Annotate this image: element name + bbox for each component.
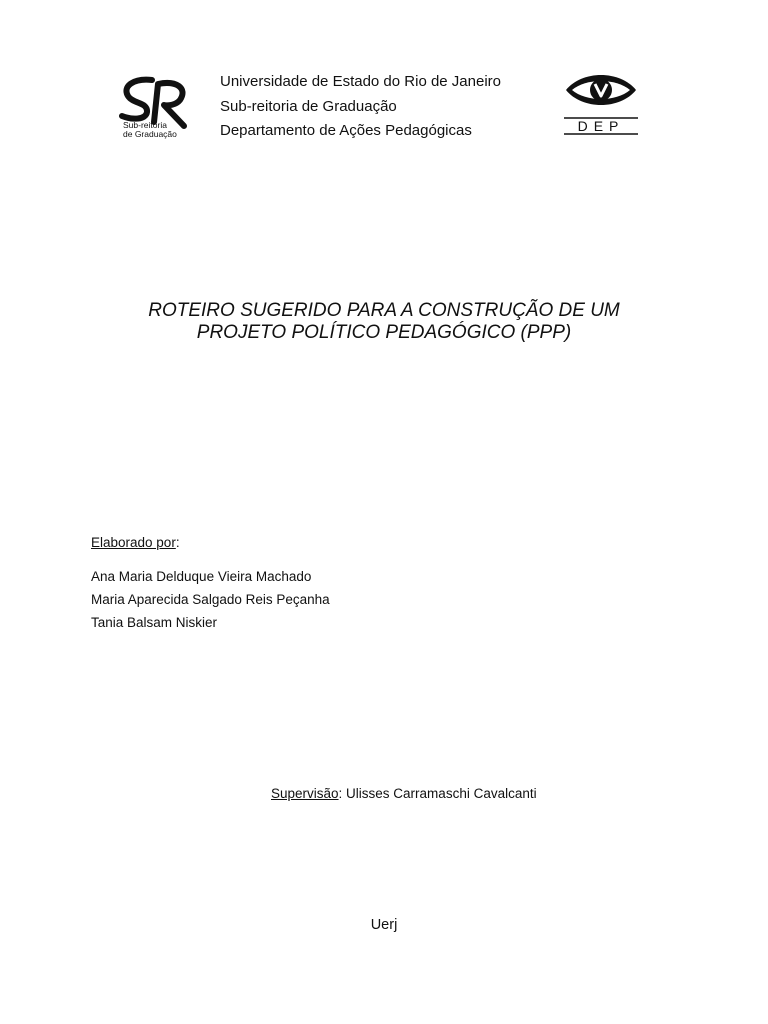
supervision-line bbox=[271, 786, 537, 801]
svg-text:de Graduação: de Graduação bbox=[123, 129, 177, 139]
svg-text:DEP: DEP bbox=[577, 118, 625, 134]
author-name: Ana Maria Delduque Vieira Machado bbox=[91, 569, 312, 584]
authors-label-colon: : bbox=[175, 535, 180, 550]
university-name: Universidade de Estado do Rio de Janeiro bbox=[220, 73, 502, 90]
institution-header bbox=[220, 70, 501, 144]
author-name: Tania Balsam Niskier bbox=[91, 615, 218, 630]
department-name: Departamento de Ações Pedagógicas bbox=[220, 122, 472, 139]
supervision-label: Supervisão bbox=[271, 786, 339, 801]
svg-text:Sub-reitoria: Sub-reitoria bbox=[123, 120, 167, 130]
title-line-1: ROTEIRO SUGERIDO PARA A CONSTRUÇÃO DE UM bbox=[148, 300, 620, 321]
authors-label: Elaborado por bbox=[91, 535, 176, 550]
title-line-2: PROJETO POLÍTICO PEDAGÓGICO (PPP) bbox=[196, 322, 572, 343]
eye-icon bbox=[562, 66, 640, 138]
dep-logo bbox=[562, 66, 640, 138]
authors-list bbox=[91, 565, 330, 634]
institution-footer: Uerj bbox=[370, 917, 398, 933]
sub-reitoria-name: Sub-reitoria de Graduação bbox=[220, 97, 397, 115]
sub-reitoria-logo bbox=[114, 74, 194, 144]
authors-heading bbox=[91, 535, 180, 550]
sr-logo-graphic bbox=[114, 74, 194, 144]
document-title bbox=[84, 300, 684, 344]
supervisor-name: : Ulisses Carramaschi Cavalcanti bbox=[338, 786, 537, 801]
author-name: Maria Aparecida Salgado Reis Peçanha bbox=[91, 592, 330, 607]
